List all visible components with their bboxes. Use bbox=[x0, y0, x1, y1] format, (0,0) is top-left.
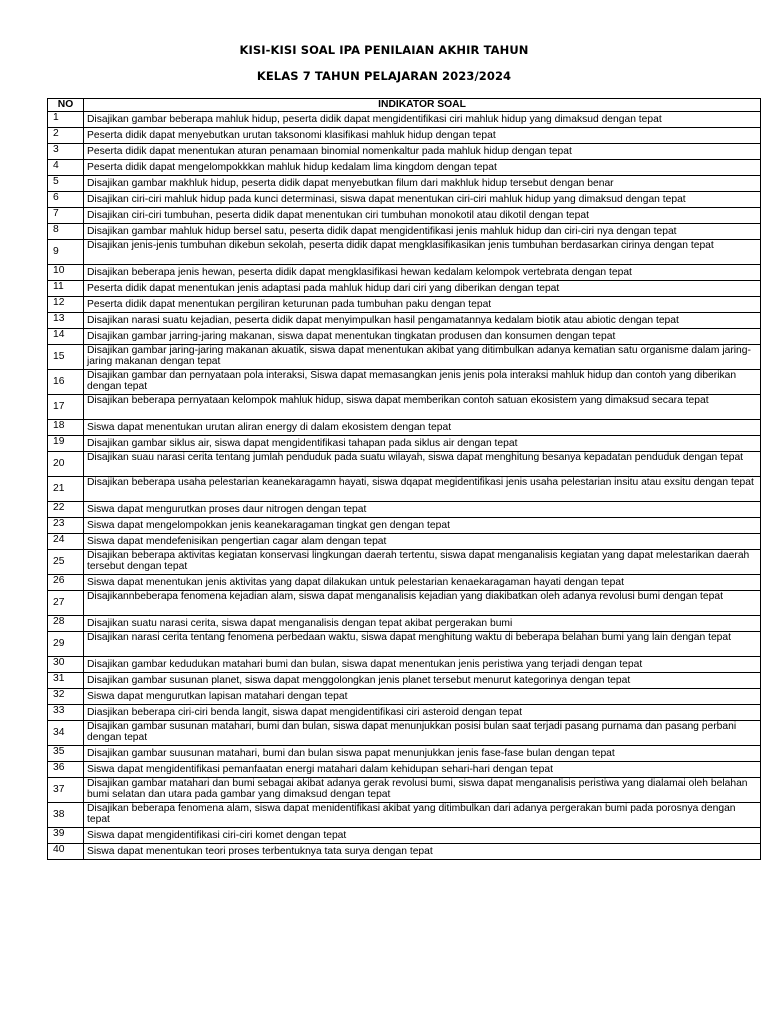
row-indicator: Disajikan beberapa fenomena alam, siswa dapat menidentifikasi akibat yang ditimbulkan dari adanya pergerakan bumi pada porosnya dengan tepat bbox=[84, 803, 761, 828]
row-number: 17 bbox=[48, 395, 84, 420]
row-indicator: Disajikan gambar susunan matahari, bumi dan bulan, siswa dapat menunjukkan posisi bulan saat terjadi pasang purnama dan pasang perbani dengan tepat bbox=[84, 721, 761, 746]
table-row bbox=[48, 632, 761, 657]
header-indikator: INDIKATOR SOAL bbox=[84, 99, 761, 112]
row-indicator: Disajikannbeberapa fenomena kejadian alam, siswa dapat menganalisis kejadian yang diakibatkan oleh adanya revolusi bumi dengan tepat bbox=[84, 591, 761, 616]
table-row bbox=[48, 844, 761, 860]
row-number: 4 bbox=[48, 160, 84, 176]
row-indicator: Disajikan gambar beberapa mahluk hidup, peserta didik dapat mengidentifikasi ciri mahluk hidup yang dimaksud dengan tepat bbox=[84, 112, 761, 128]
row-number: 18 bbox=[48, 420, 84, 436]
row-number: 23 bbox=[48, 518, 84, 534]
table-row bbox=[48, 746, 761, 762]
row-indicator: Peserta didik dapat menentukan pergiliran keturunan pada tumbuhan paku dengan tepat bbox=[84, 297, 761, 313]
row-number: 34 bbox=[48, 721, 84, 746]
table-row bbox=[48, 329, 761, 345]
row-number: 13 bbox=[48, 313, 84, 329]
row-indicator: Disajikan gambar mahluk hidup bersel satu, peserta didik dapat mengidentifikasi jenis mahluk hidup dan ciri-ciri nya dengan tepat bbox=[84, 224, 761, 240]
row-number: 21 bbox=[48, 477, 84, 502]
row-number: 35 bbox=[48, 746, 84, 762]
row-number: 3 bbox=[48, 144, 84, 160]
indicator-table bbox=[47, 98, 761, 860]
row-indicator: Disajikan jenis-jenis tumbuhan dikebun sekolah, peserta didik dapat mengklasifikasikan jenis tumbuhan berdasarkan cirinya dengan tepat bbox=[84, 240, 761, 265]
table-row bbox=[48, 705, 761, 721]
document-subtitle: KELAS 7 TAHUN PELAJARAN 2023/2024 bbox=[256, 69, 512, 83]
row-number: 28 bbox=[48, 616, 84, 632]
row-number: 30 bbox=[48, 657, 84, 673]
row-number: 11 bbox=[48, 281, 84, 297]
row-indicator: Disajikan beberapa aktivitas kegiatan konservasi lingkungan daerah tertentu, siswa dapat menganalisis kegiatan yang dapat melestarikan daerah tersebut dengan tepat bbox=[84, 550, 761, 575]
table-row bbox=[48, 208, 761, 224]
table-row bbox=[48, 803, 761, 828]
table-row bbox=[48, 673, 761, 689]
row-indicator: Disajikan gambar jarring-jaring makanan, siswa dapat menentukan tingkatan produsen dan konsumen dengan tepat bbox=[84, 329, 761, 345]
table-row bbox=[48, 192, 761, 208]
row-number: 15 bbox=[48, 345, 84, 370]
row-number: 40 bbox=[48, 844, 84, 860]
row-indicator: Siswa dapat mengurutkan lapisan matahari dengan tepat bbox=[84, 689, 761, 705]
table-row bbox=[48, 502, 761, 518]
row-indicator: Peserta didik dapat menyebutkan urutan taksonomi klasifikasi mahluk hidup dengan tepat bbox=[84, 128, 761, 144]
table-row bbox=[48, 313, 761, 329]
row-indicator: Siswa dapat menentukan teori proses terbentuknya tata surya dengan tepat bbox=[84, 844, 761, 860]
row-number: 32 bbox=[48, 689, 84, 705]
table-row bbox=[48, 657, 761, 673]
table-row bbox=[48, 240, 761, 265]
row-number: 39 bbox=[48, 828, 84, 844]
row-number: 25 bbox=[48, 550, 84, 575]
table-row bbox=[48, 297, 761, 313]
table-row bbox=[48, 281, 761, 297]
table-body bbox=[48, 112, 761, 860]
row-number: 6 bbox=[48, 192, 84, 208]
row-indicator: Peserta didik dapat menentukan aturan penamaan binomial nomenkaltur pada mahluk hidup dengan tepat bbox=[84, 144, 761, 160]
table-row bbox=[48, 534, 761, 550]
row-number: 37 bbox=[48, 778, 84, 803]
row-number: 5 bbox=[48, 176, 84, 192]
row-indicator: Disajikan gambar matahari dan bumi sebagai akibat adanya gerak revolusi bumi, siswa dapat menganalisis peristiwa yang dialamai oleh belahan bumi selatan dan utara pada gambar yang dimaksud dengan tepat bbox=[84, 778, 761, 803]
row-number: 24 bbox=[48, 534, 84, 550]
table-row bbox=[48, 265, 761, 281]
table-row bbox=[48, 436, 761, 452]
row-number: 33 bbox=[48, 705, 84, 721]
row-number: 9 bbox=[48, 240, 84, 265]
row-number: 14 bbox=[48, 329, 84, 345]
row-number: 38 bbox=[48, 803, 84, 828]
table-row bbox=[48, 591, 761, 616]
row-indicator: Disajikan narasi suatu kejadian, peserta didik dapat menyimpulkan hasil pengamatannya kedalam biotik atau abiotic dengan tepat bbox=[84, 313, 761, 329]
table-row bbox=[48, 224, 761, 240]
row-indicator: Siswa dapat mengelompokkan jenis keanekaragaman tingkat gen dengan tepat bbox=[84, 518, 761, 534]
table-row bbox=[48, 828, 761, 844]
row-number: 7 bbox=[48, 208, 84, 224]
table-row bbox=[48, 689, 761, 705]
table-row bbox=[48, 778, 761, 803]
row-number: 22 bbox=[48, 502, 84, 518]
row-indicator: Disajikan suatu narasi cerita, siswa dapat menganalisis dengan tepat akibat pergerakan bumi bbox=[84, 616, 761, 632]
table-row bbox=[48, 160, 761, 176]
table-row bbox=[48, 345, 761, 370]
row-indicator: Siswa dapat mendefenisikan pengertian cagar alam dengan tepat bbox=[84, 534, 761, 550]
row-number: 1 bbox=[48, 112, 84, 128]
table-row bbox=[48, 452, 761, 477]
table-row bbox=[48, 550, 761, 575]
document-title: KISI-KISI SOAL IPA PENILAIAN AKHIR TAHUN bbox=[239, 43, 529, 57]
row-indicator: Disajikan gambar suusunan matahari, bumi dan bulan siswa papat menunjukkan jenis fase-fase bulan dengan tepat bbox=[84, 746, 761, 762]
row-indicator: Disajikan beberapa usaha pelestarian keanekaragamn hayati, siswa dqapat megidentifikasi jenis usaha pelestarian insitu atau exsitu dengan tepat bbox=[84, 477, 761, 502]
row-number: 12 bbox=[48, 297, 84, 313]
table-row bbox=[48, 370, 761, 395]
row-indicator: Disajikan narasi cerita tentang fenomena perbedaan waktu, siswa dapat menghitung waktu di beberapa belahan bumi yang lain dengan tepat bbox=[84, 632, 761, 657]
row-indicator: Disajikan gambar siklus air, siswa dapat mengidentifikasi tahapan pada siklus air dengan tepat bbox=[84, 436, 761, 452]
table-header-row bbox=[48, 99, 761, 112]
table-row bbox=[48, 477, 761, 502]
row-number: 27 bbox=[48, 591, 84, 616]
row-indicator: Disajikan gambar dan pernyataan pola interaksi, Siswa dapat memasangkan jenis jenis pola interaksi mahluk hidup dan contoh yang diberikan dengan tepat bbox=[84, 370, 761, 395]
table-row bbox=[48, 420, 761, 436]
row-indicator: Disajikan suau narasi cerita tentang jumlah penduduk pada suatu wilayah, siswa dapat menghitung besanya kepadatan penduduk dengan tepat bbox=[84, 452, 761, 477]
row-indicator: Diasjikan beberapa ciri-ciri benda langit, siswa dapat mengidentifikasi ciri asteroid dengan tepat bbox=[84, 705, 761, 721]
row-indicator: Siswa dapat mengidentifikasi pemanfaatan energi matahari dalam kehidupan sehari-hari dengan tepat bbox=[84, 762, 761, 778]
row-number: 16 bbox=[48, 370, 84, 395]
table-row bbox=[48, 721, 761, 746]
row-number: 2 bbox=[48, 128, 84, 144]
table-row bbox=[48, 112, 761, 128]
table-row bbox=[48, 616, 761, 632]
table-row bbox=[48, 144, 761, 160]
table-row bbox=[48, 128, 761, 144]
table-row bbox=[48, 575, 761, 591]
row-indicator: Disajikan beberapa jenis hewan, peserta didik dapat mengklasifikasi hewan kedalam kelompok vertebrata dengan tepat bbox=[84, 265, 761, 281]
table-row bbox=[48, 176, 761, 192]
header-no: NO bbox=[48, 99, 84, 112]
row-indicator: Siswa dapat mengurutkan proses daur nitrogen dengan tepat bbox=[84, 502, 761, 518]
row-indicator: Disajikan ciri-ciri mahluk hidup pada kunci determinasi, siswa dapat menentukan ciri-ciri mahluk hidup yang dimaksud dengan tepat bbox=[84, 192, 761, 208]
row-number: 10 bbox=[48, 265, 84, 281]
row-number: 20 bbox=[48, 452, 84, 477]
row-indicator: Disajikan beberapa pernyataan kelompok mahluk hidup, siswa dapat memberikan contoh satuan ekosistem yang dimaksud secara tepat bbox=[84, 395, 761, 420]
row-number: 8 bbox=[48, 224, 84, 240]
row-indicator: Disajikan gambar jaring-jaring makanan akuatik, siswa dapat menentukan akibat yang ditimbulkan adanya kematian satu organisme dalam jaring-jaring makanan dengan tepat bbox=[84, 345, 761, 370]
row-indicator: Siswa dapat mengidentifikasi ciri-ciri komet dengan tepat bbox=[84, 828, 761, 844]
row-indicator: Siswa dapat menentukan jenis aktivitas yang dapat dilakukan untuk pelestarian kenaekaragaman hayati dengan tepat bbox=[84, 575, 761, 591]
row-indicator: Disajikan gambar susunan planet, siswa dapat menggolongkan jenis planet tersebut menurut kategorinya dengan tepat bbox=[84, 673, 761, 689]
table-row bbox=[48, 762, 761, 778]
row-indicator: Disajikan ciri-ciri tumbuhan, peserta didik dapat menentukan ciri tumbuhan monokotil atau dikotil dengan tepat bbox=[84, 208, 761, 224]
row-number: 19 bbox=[48, 436, 84, 452]
table-row bbox=[48, 518, 761, 534]
row-number: 36 bbox=[48, 762, 84, 778]
row-indicator: Siswa dapat menentukan urutan aliran energy di dalam ekosistem dengan tepat bbox=[84, 420, 761, 436]
row-number: 29 bbox=[48, 632, 84, 657]
row-indicator: Peserta didik dapat menentukan jenis adaptasi pada mahluk hidup dari ciri yang diberikan dengan tepat bbox=[84, 281, 761, 297]
row-number: 26 bbox=[48, 575, 84, 591]
row-indicator: Disajikan gambar makhluk hidup, peserta didik dapat menyebutkan filum dari makhluk hidup tersebut dengan benar bbox=[84, 176, 761, 192]
row-indicator: Disajikan gambar kedudukan matahari bumi dan bulan, siswa dapat menentukan jenis peristiwa yang terjadi dengan tepat bbox=[84, 657, 761, 673]
table-row bbox=[48, 395, 761, 420]
row-indicator: Peserta didik dapat mengelompokkkan mahluk hidup kedalam lima kingdom dengan tepat bbox=[84, 160, 761, 176]
row-number: 31 bbox=[48, 673, 84, 689]
